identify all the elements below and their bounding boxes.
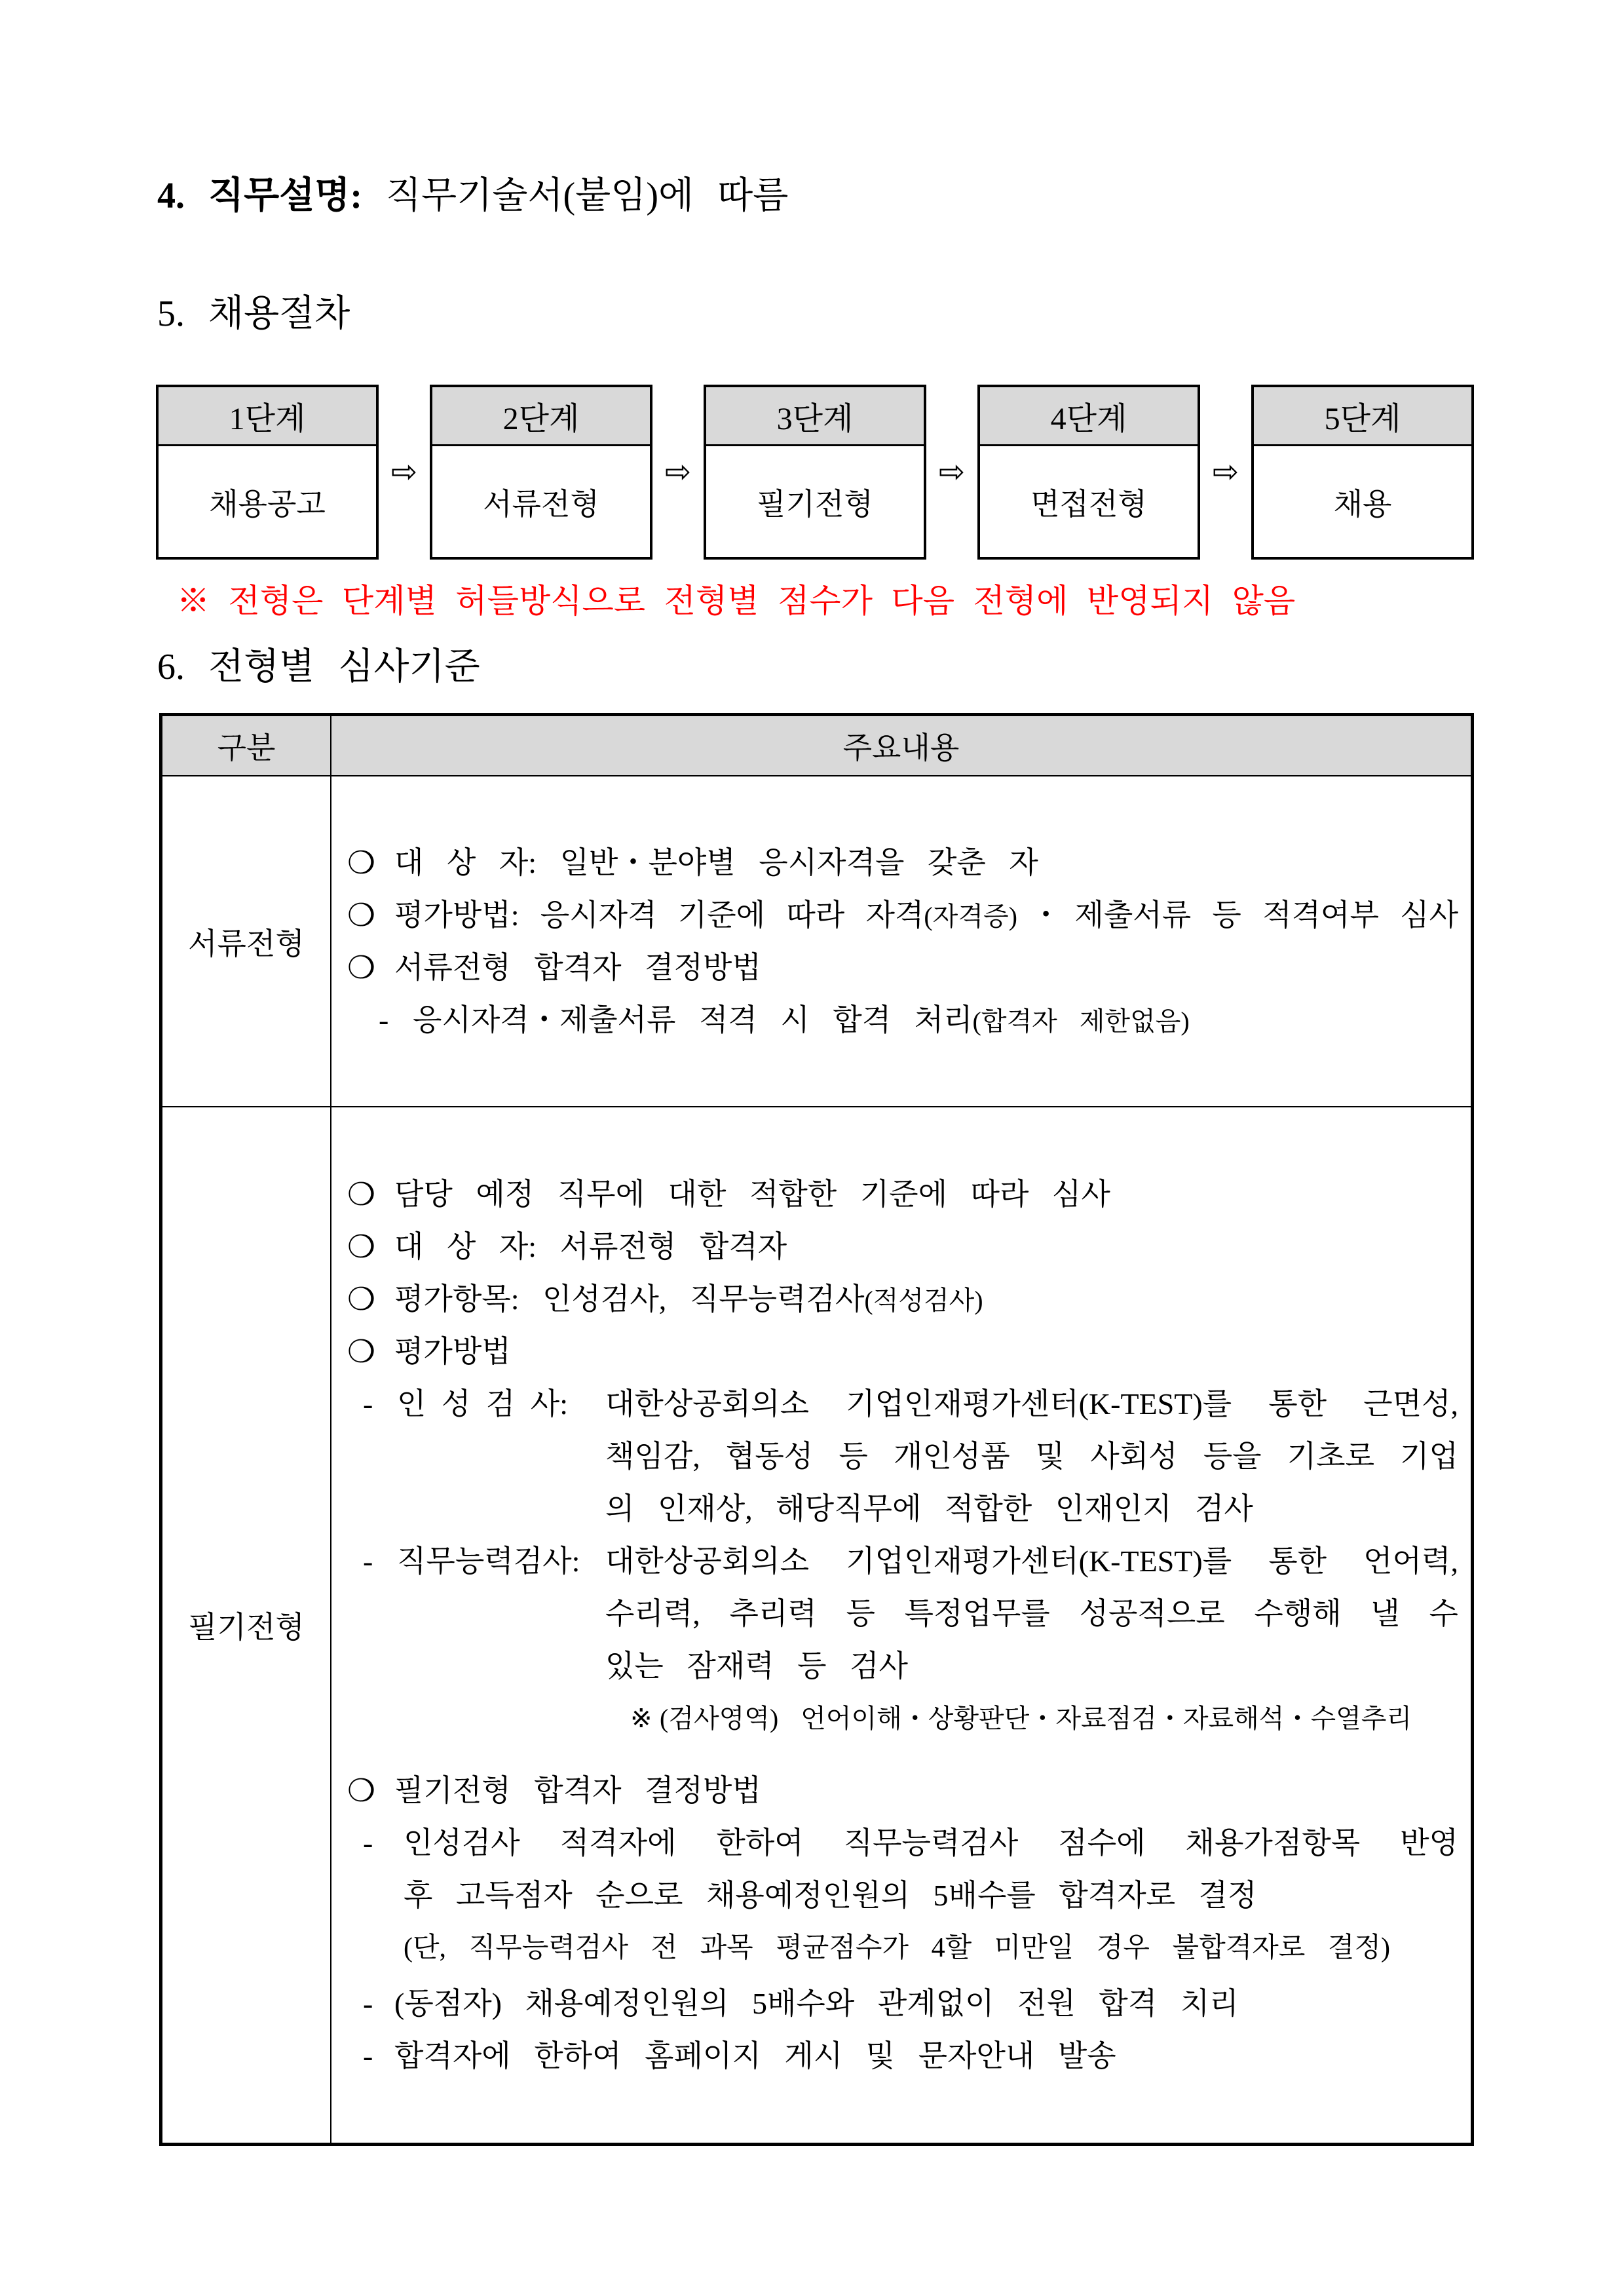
section-5-heading: 5. 채용절차 <box>157 294 350 334</box>
step-stage-label: 2단계 <box>432 387 650 446</box>
arrow-right-icon <box>652 452 704 491</box>
header-category: 구분 <box>162 716 331 775</box>
line-text-small: (합격자 제한없음) <box>972 1006 1190 1036</box>
line-text: 있는 잠재력 등 검사 <box>605 1649 908 1683</box>
arrow-right-icon <box>926 452 977 491</box>
criteria-line <box>331 942 1471 994</box>
process-step-5 <box>1251 385 1474 560</box>
dash-marker: - <box>363 2038 373 2073</box>
step-name: 면접전형 <box>1030 487 1147 521</box>
criteria-line <box>331 1168 1471 1221</box>
process-note: ※ 전형은 단계별 허들방식으로 전형별 점수가 다음 전형에 반영되지 않음 <box>177 583 1296 619</box>
process-step-4 <box>977 385 1200 560</box>
row-content <box>331 1107 1471 2143</box>
criteria-line <box>331 1221 1471 1273</box>
dash-marker: - <box>363 1387 373 1421</box>
step-name: 필기전형 <box>757 487 873 521</box>
line-text: 의 인재상, 해당직무에 적합한 인재인지 검사 <box>605 1491 1253 1525</box>
criteria-line <box>331 1765 1471 1817</box>
line-text: 담당 예정 직무에 대한 적합한 기준에 따라 심사 <box>394 1177 1110 1211</box>
arrow-cell <box>379 385 430 560</box>
process-step-3 <box>704 385 926 560</box>
step-stage-label: 1단계 <box>159 387 376 446</box>
circle-bullet-icon: ❍ <box>347 1176 376 1213</box>
criteria-line <box>331 889 1471 942</box>
criteria-line <box>331 1378 1471 1430</box>
row-category: 필기전형 <box>162 1107 331 2143</box>
circle-bullet-icon: ❍ <box>347 1333 376 1370</box>
criteria-line <box>331 1273 1471 1326</box>
circle-bullet-icon: ❍ <box>347 844 376 881</box>
section-4-text: 직무기술서(붙임)에 따름 <box>386 176 789 216</box>
criteria-line <box>331 994 1471 1046</box>
line-text: (검사영역) 언어이해・상황판단・자료점검・자료해석・수열추리 <box>660 1703 1412 1733</box>
circle-bullet-icon: ❍ <box>347 896 376 934</box>
line-text: (단, 직무능력검사 전 과목 평균점수가 4할 미만일 경우 불합격자로 결정) <box>404 1932 1390 1963</box>
step-stage-label: 4단계 <box>980 387 1198 446</box>
line-text: 평가방법 <box>394 1334 511 1368</box>
criteria-line <box>331 1588 1471 1640</box>
line-text: 평가방법: 응시자격 기준에 따라 자격 <box>394 898 924 932</box>
line-text: 평가항목: 인성검사, 직무능력검사 <box>394 1282 865 1316</box>
process-step-1 <box>156 385 379 560</box>
process-flow <box>156 385 1474 560</box>
line-text: 책임감, 협동성 등 개인성품 및 사회성 등을 기초로 기업 <box>605 1439 1458 1473</box>
dash-marker: - <box>379 1003 389 1037</box>
criteria-line <box>331 1869 1471 1922</box>
arrow-cell <box>1200 385 1251 560</box>
line-text-small: (적성검사) <box>864 1285 983 1315</box>
criteria-line <box>331 1693 1471 1745</box>
line-text: 인성검사 적격자에 한하여 직무능력검사 점수에 채용가점항목 반영 <box>404 1826 1458 1860</box>
line-text: 대 상 자: 일반・분야별 응시자격을 갖춘 자 <box>394 845 1038 879</box>
step-name: 채용 <box>1333 487 1392 521</box>
criteria-line <box>331 837 1471 889</box>
criteria-line <box>331 1430 1471 1483</box>
step-stage-label: 3단계 <box>706 387 924 446</box>
criteria-line <box>331 1535 1471 1588</box>
dash-marker: - <box>363 1544 373 1578</box>
arrow-cell <box>652 385 704 560</box>
criteria-line <box>331 1483 1471 1535</box>
step-name: 채용공고 <box>209 487 326 521</box>
step-stage-label: 5단계 <box>1254 387 1471 446</box>
section-6-heading: 6. 전형별 심사기준 <box>157 647 480 687</box>
step-name: 서류전형 <box>483 487 599 521</box>
row-category: 서류전형 <box>162 776 331 1106</box>
line-text: 대한상공회의소 기업인재평가센터(K-TEST)를 통한 언어력, <box>605 1544 1458 1578</box>
line-text: ・제출서류 등 적격여부 심사 <box>1017 898 1459 932</box>
circle-bullet-icon: ❍ <box>347 1280 376 1318</box>
criteria-line <box>331 1640 1471 1693</box>
reference-mark: ※ <box>630 1703 652 1733</box>
header-content: 주요내용 <box>842 731 960 765</box>
arrow-cell <box>926 385 977 560</box>
item-label: 인 성 검 사: <box>397 1387 569 1421</box>
table-row <box>162 1107 1471 2143</box>
row-content <box>331 776 1471 1106</box>
line-text: 대한상공회의소 기업인재평가센터(K-TEST)를 통한 근면성, <box>605 1387 1458 1421</box>
dash-marker: - <box>363 1986 373 2020</box>
criteria-line <box>331 1817 1471 1869</box>
section-4-heading <box>157 172 788 220</box>
criteria-line <box>331 1326 1471 1378</box>
line-text: 대 상 자: 서류전형 합격자 <box>394 1229 787 1263</box>
circle-bullet-icon: ❍ <box>347 1772 376 1809</box>
section-4-label: 4. 직무설명: <box>157 176 363 216</box>
table-row <box>162 776 1471 1107</box>
arrow-right-icon <box>1200 452 1251 491</box>
dash-marker: - <box>363 1826 373 1860</box>
line-text: 합격자에 한하여 홈페이지 게시 및 문자안내 발송 <box>394 2038 1116 2073</box>
process-step-2 <box>430 385 652 560</box>
criteria-line <box>331 1978 1471 2030</box>
line-text-small: (자격증) <box>924 901 1017 931</box>
line-text: 후 고득점자 순으로 채용예정인원의 5배수를 합격자로 결정 <box>404 1878 1257 1912</box>
criteria-line <box>331 2030 1471 2082</box>
circle-bullet-icon: ❍ <box>347 949 376 986</box>
circle-bullet-icon: ❍ <box>347 1228 376 1265</box>
item-label: 직무능력검사: <box>397 1544 580 1578</box>
line-text: 서류전형 합격자 결정방법 <box>394 950 761 984</box>
line-text: 수리력, 추리력 등 특정업무를 성공적으로 수행해 낼 수 <box>605 1596 1458 1630</box>
line-text: (동점자) 채용예정인원의 5배수와 관계없이 전원 합격 치리 <box>394 1986 1239 2020</box>
criteria-line <box>331 1922 1471 1974</box>
table-header-row <box>162 716 1471 776</box>
arrow-right-icon <box>379 452 430 491</box>
line-text: 응시자격・제출서류 적격 시 합격 처리 <box>413 1003 973 1037</box>
line-text: 필기전형 합격자 결정방법 <box>394 1773 761 1807</box>
criteria-table <box>159 713 1474 2146</box>
